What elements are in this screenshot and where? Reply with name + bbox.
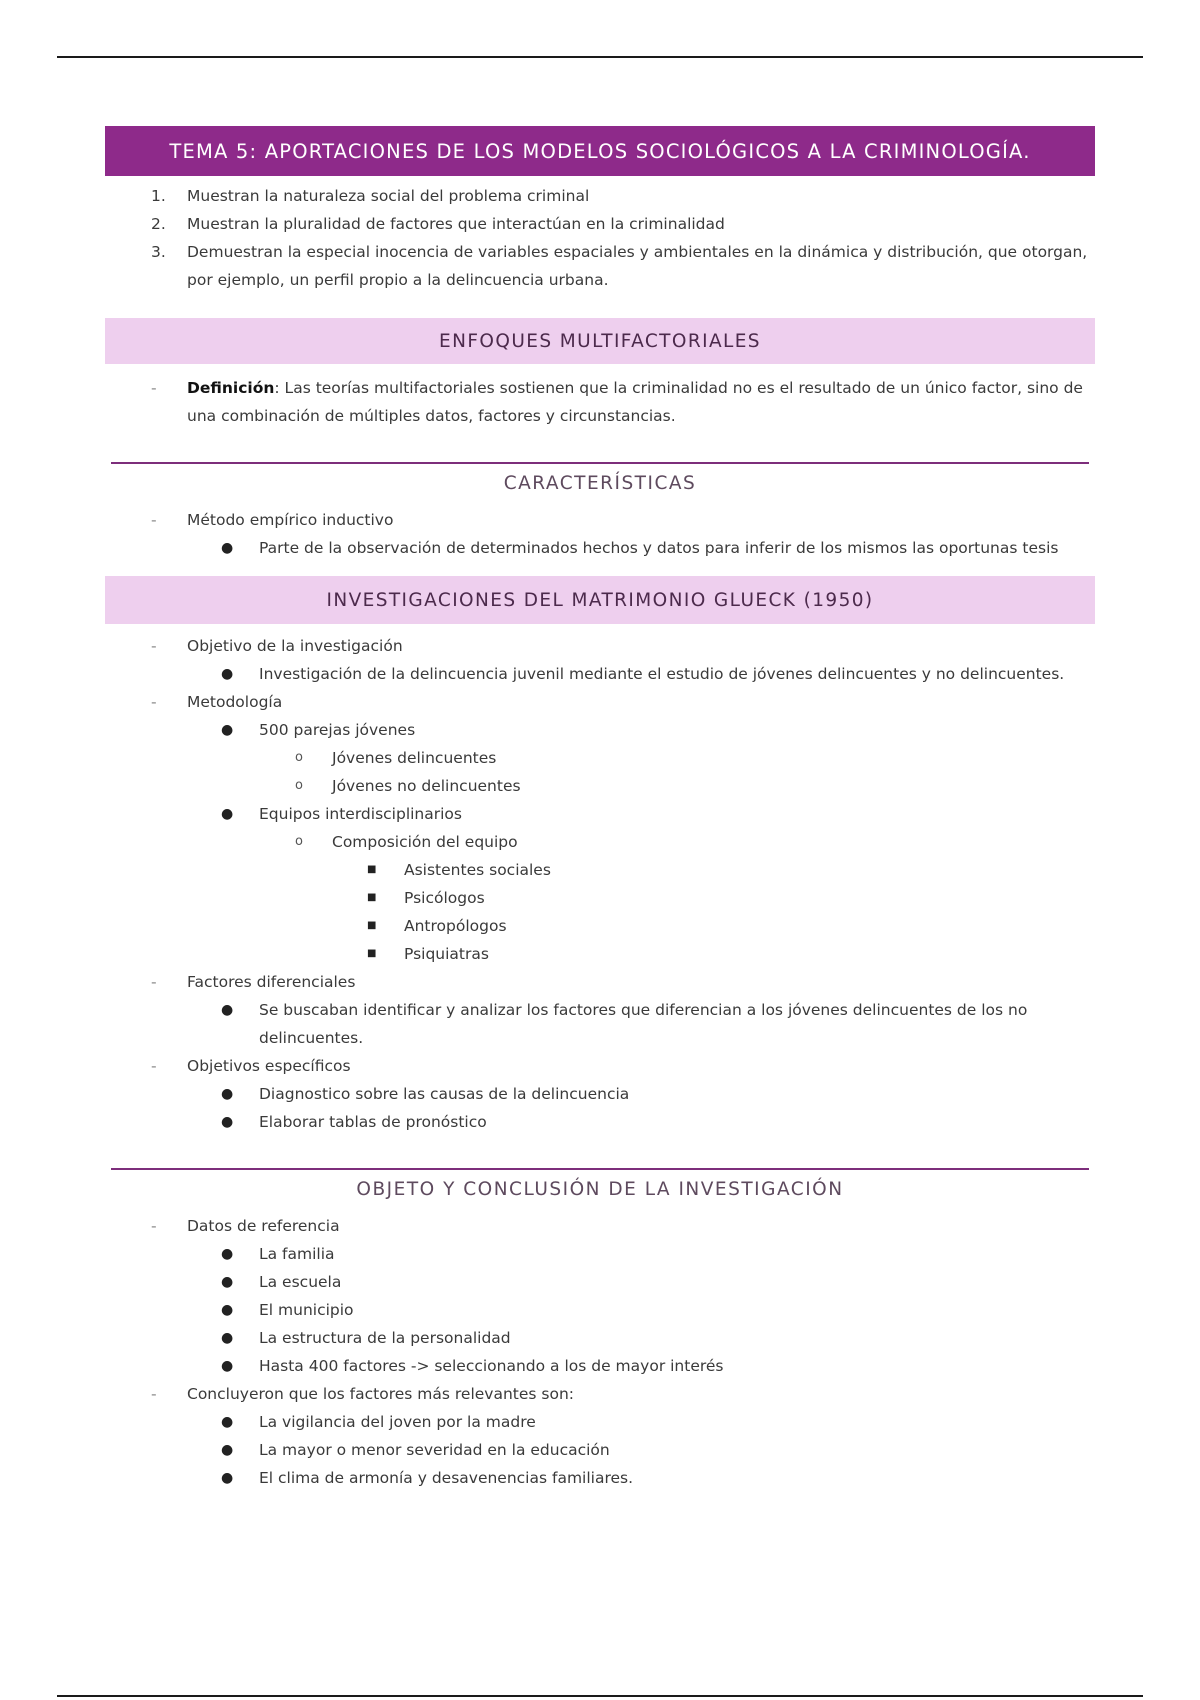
bullet-marker: ● bbox=[221, 1414, 234, 1430]
definition-body: : Las teorías multifactoriales sostienen que la criminalidad no es el resultado de un único factor, sino de una combinación de múltiples datos, factores y circunstancias. bbox=[187, 379, 1083, 425]
bullet-marker: ● bbox=[221, 666, 234, 682]
list-item-text: La mayor o menor severidad en la educación bbox=[259, 1441, 610, 1459]
list-item bbox=[105, 884, 1095, 912]
list-item bbox=[105, 800, 1095, 828]
bullet-marker: ● bbox=[221, 1330, 234, 1346]
bullet-marker: ● bbox=[221, 1358, 234, 1374]
list-item-text: Muestran la pluralidad de factores que interactúan en la criminalidad bbox=[187, 215, 725, 233]
square-marker: ■ bbox=[367, 948, 377, 959]
list-number: 1. bbox=[151, 187, 166, 205]
list-number: 3. bbox=[151, 243, 166, 261]
list-item-text: 500 parejas jóvenes bbox=[259, 721, 416, 739]
dash-marker: - bbox=[151, 1217, 157, 1235]
list-item-text: Objetivo de la investigación bbox=[187, 637, 403, 655]
bullet-marker: ● bbox=[221, 1246, 234, 1262]
list-item bbox=[105, 1212, 1095, 1240]
dash-marker: - bbox=[151, 1385, 157, 1403]
list-item bbox=[105, 828, 1095, 856]
list-item bbox=[105, 534, 1095, 562]
list-item-text: Jóvenes delincuentes bbox=[332, 749, 497, 767]
list-item-text: El municipio bbox=[259, 1301, 354, 1319]
list-item-text: Muestran la naturaleza social del problema criminal bbox=[187, 187, 590, 205]
list-item bbox=[105, 660, 1095, 688]
list-item bbox=[105, 688, 1095, 716]
list-item bbox=[105, 506, 1095, 534]
list-item-text: El clima de armonía y desavenencias familiares. bbox=[259, 1469, 634, 1487]
list-item-text: Se buscaban identificar y analizar los factores que diferencian a los jóvenes delincuentes de los no delincuentes. bbox=[259, 1001, 1028, 1047]
bullet-marker: ● bbox=[221, 1442, 234, 1458]
list-item-text: La escuela bbox=[259, 1273, 342, 1291]
bullet-marker: ● bbox=[221, 1086, 234, 1102]
square-marker: ■ bbox=[367, 892, 377, 903]
dash-marker: - bbox=[151, 379, 157, 397]
list-item bbox=[105, 716, 1095, 744]
page-title: TEMA 5: APORTACIONES DE LOS MODELOS SOCIOLÓGICOS A LA CRIMINOLOGÍA. bbox=[105, 126, 1095, 176]
list-item bbox=[105, 940, 1095, 968]
definition-text bbox=[187, 374, 1095, 430]
circle-marker: o bbox=[295, 750, 303, 765]
list-item bbox=[105, 912, 1095, 940]
dash-marker: - bbox=[151, 637, 157, 655]
list-item-text: Composición del equipo bbox=[332, 833, 518, 851]
section-heading-text: OBJETO Y CONCLUSIÓN DE LA INVESTIGACIÓN bbox=[356, 1179, 844, 1200]
list-item-text: Psicólogos bbox=[404, 889, 485, 907]
top-rule bbox=[57, 56, 1143, 58]
list-item-text: Concluyeron que los factores más relevantes son: bbox=[187, 1385, 575, 1403]
bullet-marker: ● bbox=[221, 540, 234, 556]
dash-marker: - bbox=[151, 511, 157, 529]
list-item bbox=[105, 210, 1095, 238]
section-heading-objeto bbox=[111, 1168, 1089, 1200]
list-item bbox=[105, 1464, 1095, 1492]
list-item-text: Método empírico inductivo bbox=[187, 511, 394, 529]
bottom-rule bbox=[57, 1695, 1143, 1697]
list-item bbox=[105, 1352, 1095, 1380]
list-item bbox=[105, 772, 1095, 800]
list-item-text: Jóvenes no delincuentes bbox=[332, 777, 521, 795]
list-item bbox=[105, 856, 1095, 884]
list-item bbox=[105, 1324, 1095, 1352]
list-item bbox=[105, 1380, 1095, 1408]
list-item-text: Factores diferenciales bbox=[187, 973, 356, 991]
list-item-text: Investigación de la delincuencia juvenil mediante el estudio de jóvenes delincuentes y no delincuentes. bbox=[259, 665, 1065, 683]
list-item bbox=[105, 182, 1095, 210]
bullet-marker: ● bbox=[221, 1302, 234, 1318]
list-item bbox=[105, 1108, 1095, 1136]
bullet-marker: ● bbox=[221, 1274, 234, 1290]
list-number: 2. bbox=[151, 215, 166, 233]
bullet-marker: ● bbox=[221, 806, 234, 822]
list-item-text: Metodología bbox=[187, 693, 283, 711]
section-heading-caracteristicas bbox=[111, 462, 1089, 494]
intro-list bbox=[105, 176, 1095, 294]
square-marker: ■ bbox=[367, 864, 377, 875]
list-item bbox=[105, 744, 1095, 772]
list-item-text: Datos de referencia bbox=[187, 1217, 340, 1235]
dash-marker: - bbox=[151, 1057, 157, 1075]
list-item bbox=[105, 1052, 1095, 1080]
list-item-text: Parte de la observación de determinados hechos y datos para inferir de los mismos las oportunas tesis bbox=[259, 539, 1059, 557]
bullet-marker: ● bbox=[221, 1470, 234, 1486]
list-item bbox=[105, 996, 1095, 1052]
list-item bbox=[105, 1296, 1095, 1324]
list-item bbox=[105, 1436, 1095, 1464]
list-item-text: Elaborar tablas de pronóstico bbox=[259, 1113, 487, 1131]
list-item-text: Objetivos específicos bbox=[187, 1057, 351, 1075]
objeto-list bbox=[105, 1212, 1095, 1492]
definition-item bbox=[105, 374, 1095, 430]
list-item-text: Hasta 400 factores -> seleccionando a los de mayor interés bbox=[259, 1357, 724, 1375]
list-item-text: La estructura de la personalidad bbox=[259, 1329, 511, 1347]
bullet-marker: ● bbox=[221, 1002, 234, 1018]
list-item-text: La vigilancia del joven por la madre bbox=[259, 1413, 536, 1431]
glueck-list bbox=[105, 632, 1095, 1136]
circle-marker: o bbox=[295, 834, 303, 849]
list-item-text: Antropólogos bbox=[404, 917, 507, 935]
list-item bbox=[105, 632, 1095, 660]
list-item-text: Equipos interdisciplinarios bbox=[259, 805, 462, 823]
section-heading-text: CARACTERÍSTICAS bbox=[503, 473, 697, 494]
bullet-marker: ● bbox=[221, 722, 234, 738]
circle-marker: o bbox=[295, 778, 303, 793]
list-item-text: Psiquiatras bbox=[404, 945, 489, 963]
list-item bbox=[105, 1240, 1095, 1268]
square-marker: ■ bbox=[367, 920, 377, 931]
list-item bbox=[105, 1268, 1095, 1296]
list-item-text: Diagnostico sobre las causas de la delincuencia bbox=[259, 1085, 630, 1103]
bullet-marker: ● bbox=[221, 1114, 234, 1130]
list-item bbox=[105, 1080, 1095, 1108]
caracteristicas-list bbox=[105, 506, 1095, 562]
list-item-text: Demuestran la especial inocencia de variables espaciales y ambientales en la dinámica y distribución, que otorgan, por ejemplo, un perfil propio a la delincuencia urbana. bbox=[187, 243, 1088, 289]
list-item bbox=[105, 1408, 1095, 1436]
dash-marker: - bbox=[151, 973, 157, 991]
list-item-text: La familia bbox=[259, 1245, 335, 1263]
list-item-text: Asistentes sociales bbox=[404, 861, 551, 879]
section-heading-enfoques: ENFOQUES MULTIFACTORIALES bbox=[105, 318, 1095, 364]
dash-marker: - bbox=[151, 693, 157, 711]
document-body bbox=[105, 126, 1095, 1492]
definition-label: Definición bbox=[187, 379, 275, 397]
list-item bbox=[105, 238, 1095, 294]
section-heading-glueck: INVESTIGACIONES DEL MATRIMONIO GLUECK (1950) bbox=[105, 576, 1095, 624]
list-item bbox=[105, 968, 1095, 996]
